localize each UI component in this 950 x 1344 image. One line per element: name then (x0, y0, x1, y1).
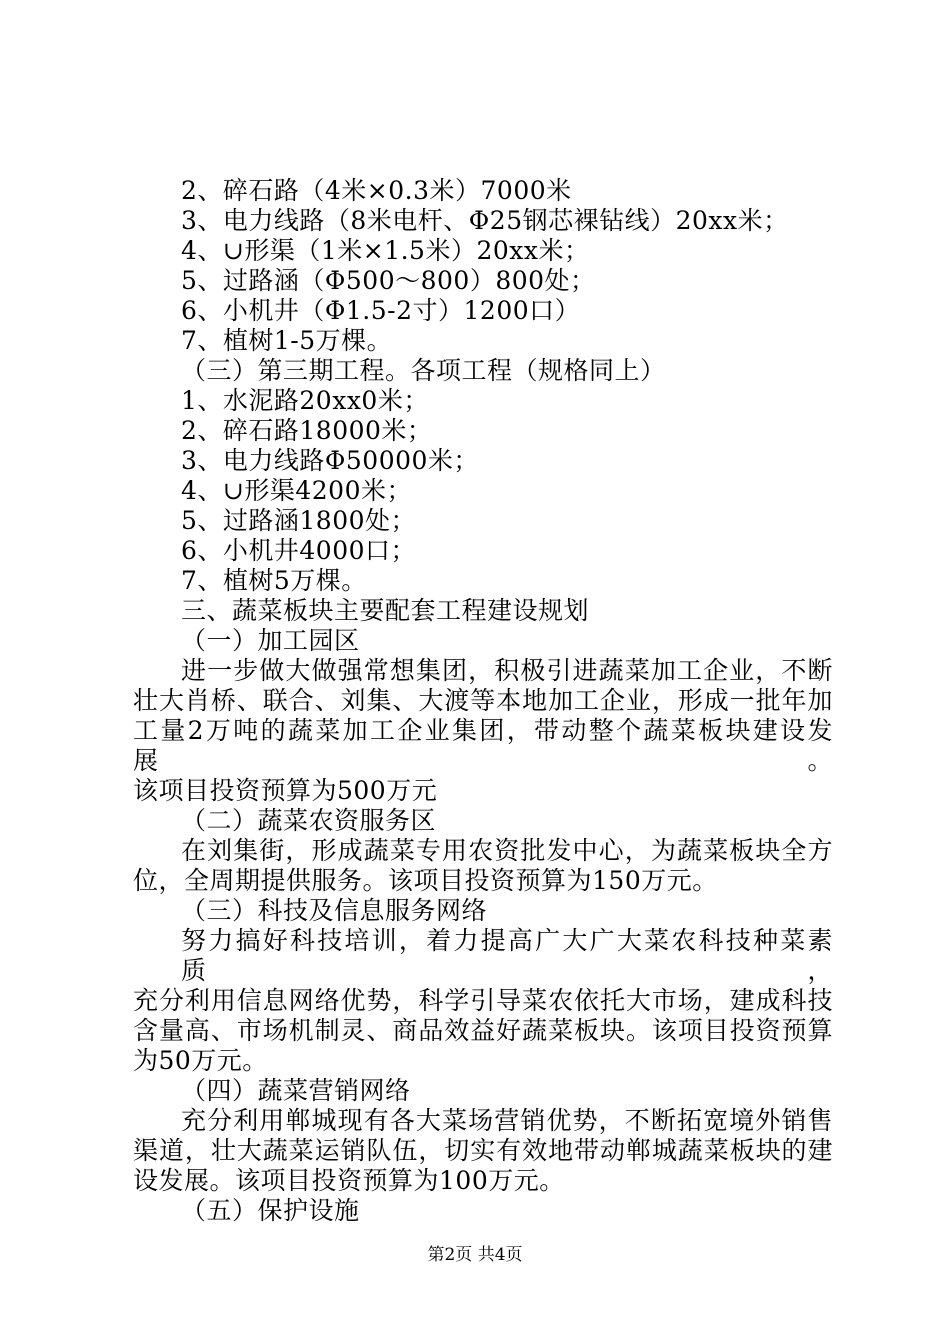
text-line: 4、∪形渠4200米； (181, 476, 412, 505)
text-line: 2、碎石路18000米； (181, 416, 433, 445)
text-line: 6、小机井4000口； (181, 536, 417, 565)
paragraph-line: 在刘集街，形成蔬菜专用农资批发中心，为蔬菜板块全方 (181, 836, 833, 865)
paragraph-line: 位，全周期提供服务。该项目投资预算为150万元。 (133, 866, 718, 895)
section-heading: 三、蔬菜板块主要配套工程建设规划 (181, 596, 590, 625)
section-heading: （三）第三期工程。各项工程（规格同上） (181, 356, 666, 385)
subsection-heading: （四）蔬菜营销网络 (181, 1076, 411, 1105)
paragraph-line: 含量高、市场机制灵、商品效益好蔬菜板块。该项目投资预算 (133, 1016, 833, 1045)
document-body (133, 176, 833, 1226)
paragraph-line: 为50万元。 (133, 1046, 268, 1075)
text-line: 3、电力线路Φ50000米； (181, 446, 479, 475)
paragraph-line: 努力搞好科技培训，着力提高广大广大菜农科技种菜素质， (181, 926, 833, 985)
paragraph-line: 该项目投资预算为500万元 (133, 776, 438, 805)
subsection-heading: （五）保护设施 (181, 1196, 360, 1225)
text-line: 3、电力线路（8米电杆、Φ25钢芯裸钻线）20xx米； (181, 206, 789, 235)
paragraph-line: 进一步做大做强常想集团，积极引进蔬菜加工企业，不断 (181, 656, 833, 685)
paragraph-line: 工量2万吨的蔬菜加工企业集团，带动整个蔬菜板块建设发展。 (133, 716, 833, 775)
text-line: 7、植树1-5万棵。 (181, 326, 393, 355)
paragraph-line: 设发展。该项目投资预算为100万元。 (133, 1166, 565, 1195)
text-line: 5、过路涵1800处； (181, 506, 417, 535)
text-line: 7、植树5万棵。 (181, 566, 367, 595)
text-line: 4、∪形渠（1米×1.5米）20xx米； (181, 236, 590, 265)
subsection-heading: （一）加工园区 (181, 626, 360, 655)
subsection-heading: （三）科技及信息服务网络 (181, 896, 488, 925)
paragraph-line: 充分利用信息网络优势，科学引导菜农依托大市场，建成科技 (133, 986, 833, 1015)
paragraph-line: 壮大肖桥、联合、刘集、大渡等本地加工企业，形成一批年加 (133, 686, 833, 715)
page-footer: 第2页 共4页 (427, 1245, 523, 1265)
text-line: 6、小机井（Φ1.5-2寸）1200口） (181, 296, 581, 325)
text-line: 1、水泥路20xx0米； (181, 386, 429, 415)
text-line: 5、过路涵（Φ500～800）800处； (181, 266, 596, 295)
paragraph-line: 充分利用郸城现有各大菜场营销优势，不断拓宽境外销售 (181, 1106, 833, 1135)
paragraph-line: 渠道，壮大蔬菜运销队伍，切实有效地带动郸城蔬菜板块的建 (133, 1136, 833, 1165)
subsection-heading: （二）蔬菜农资服务区 (181, 806, 437, 835)
text-line: 2、碎石路（4米×0.3米）7000米 (181, 176, 572, 205)
